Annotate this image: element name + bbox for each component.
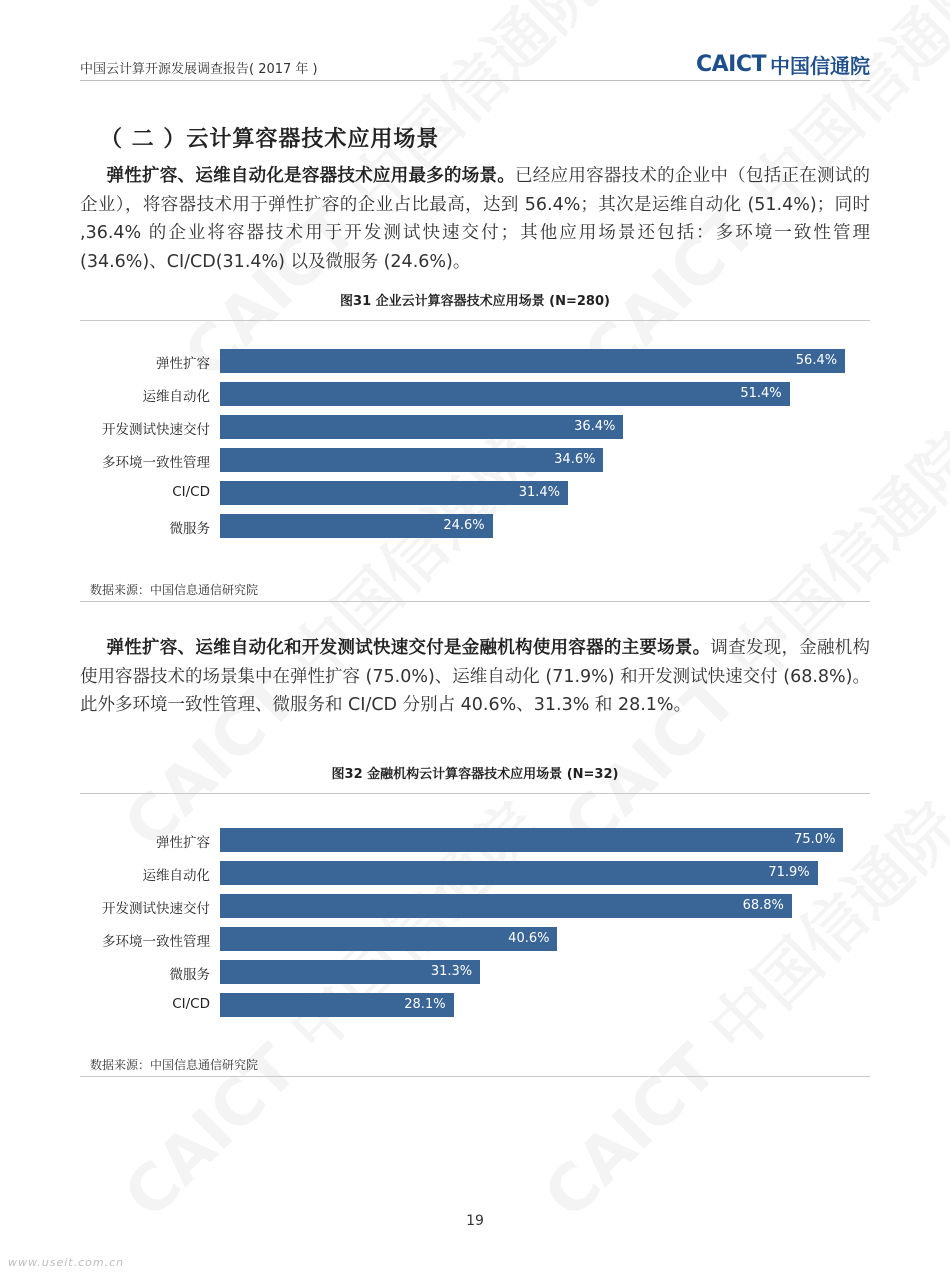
caict-logo [696,50,870,78]
chart-row [80,993,870,1017]
category-label: 开发测试快速交付 [102,422,210,438]
bar [220,861,818,885]
paragraph-2 [80,634,870,720]
figure-32-source: 数据来源：中国信息通信研究院 [90,1058,259,1072]
data-label: 75.0% [794,832,836,847]
data-label: 40.6% [508,931,550,946]
category-label: 微服务 [169,521,210,537]
page-number: 19 [466,1213,484,1229]
bar [220,894,792,918]
category-label: 弹性扩容 [156,356,210,372]
chart-row [80,481,870,505]
bar [220,349,845,373]
data-label: 31.3% [430,964,473,979]
header-divider [80,80,870,81]
category-label: 多环境一致性管理 [102,934,210,950]
category-label: 微服务 [169,967,210,983]
data-label: 28.1% [404,997,446,1012]
figure-31-title: 图31 企业云计算容器技术应用场景 (N=280) [340,294,610,309]
chart-row [80,960,870,984]
data-label: 71.9% [768,865,810,880]
bar [220,993,454,1017]
chart-row [80,828,870,852]
category-label: 运维自动化 [142,389,210,405]
bar [220,828,843,852]
paragraph-1-lead: 弹性扩容、运维自动化是容器技术应用最多的场景。 [106,166,516,186]
bar [220,415,623,439]
bar [220,927,557,951]
figure-32-title: 图32 金融机构云计算容器技术应用场景 (N=32) [331,767,619,782]
data-label: 51.4% [740,386,782,401]
category-label: 弹性扩容 [156,835,210,851]
paragraph-1 [80,162,870,276]
figure-31-bottom-rule [80,601,870,602]
paragraph-2-lead: 弹性扩容、运维自动化和开发测试快速交付是金融机构使用容器的主要场景。 [106,638,711,658]
figure-32-bottom-rule [80,1076,870,1077]
chart-row [80,894,870,918]
figure-31-top-rule [80,320,870,321]
data-label: 68.8% [742,898,784,913]
paragraph-1-body: 已经应用容器技术的企业中（包括正在测试的企业），将容器技术用于弹性扩容的企业占比最高，达到 56.4%；其次是运维自动化 (51.4%)；同时 ,36.4% 的企业将容器技术用于开发测试快速交付；其他应用场景还包括：多环境一致性管理 (34.6%)、CI/CD(31.4%) 以及微服务 (24.6%)。 [80,166,871,272]
bar [220,481,568,505]
category-label: CI/CD [172,996,210,1012]
chart-row [80,415,870,439]
figure-32-top-rule [80,793,870,794]
section-title: （ 二 ）云计算容器技术应用场景 [100,127,440,152]
bar [220,448,603,472]
category-label: 多环境一致性管理 [102,455,210,471]
logo-text-en: CAICT [695,51,766,77]
report-title: 中国云计算开源发展调查报告( 2017 年 ) [80,62,318,77]
chart-row [80,514,870,538]
chart-row [80,927,870,951]
page-header [80,52,870,80]
bar [220,514,493,538]
data-label: 24.6% [443,518,485,533]
data-label: 56.4% [795,353,838,368]
chart-row [80,448,870,472]
category-label: CI/CD [172,484,210,500]
data-label: 36.4% [574,419,616,434]
bar [220,960,480,984]
data-label: 34.6% [554,452,596,467]
logo-text-cn: 中国信通院 [770,53,870,78]
figure-31-source: 数据来源：中国信息通信研究院 [90,583,259,597]
bar [220,382,790,406]
paragraph-2-body: 调查发现，金融机构使用容器技术的场景集中在弹性扩容 (75.0%)、运维自动化 (71.9%) 和开发测试快速交付 (68.8%)。此外多环境一致性管理、微服务和 CI/CD 分别占 40.6%、31.3% 和 28.1%。 [80,638,870,715]
chart-row [80,382,870,406]
figure-31-chart [80,349,870,539]
category-label: 运维自动化 [142,868,210,884]
category-label: 开发测试快速交付 [102,901,210,917]
chart-row [80,349,870,373]
footer-url: www.useit.com.cn [8,1256,125,1269]
chart-row [80,861,870,885]
data-label: 31.4% [518,485,561,500]
figure-32-chart [80,828,870,1018]
